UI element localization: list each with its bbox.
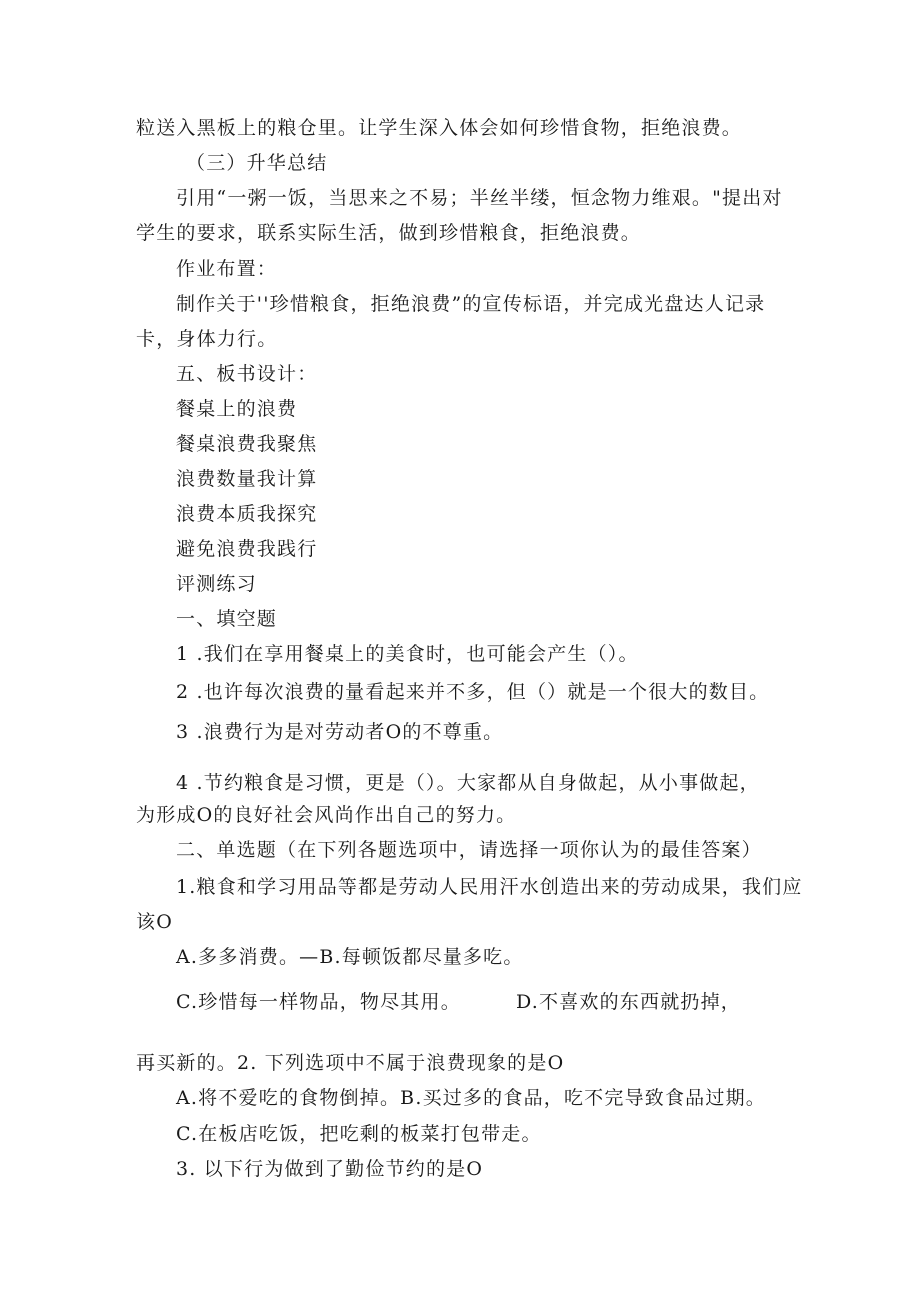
- option-line: C.珍惜每一样物品，物尽其用。: [176, 991, 461, 1013]
- paragraph-line: 制作关于''珍惜粮食，拒绝浪费”的宣传标语，并完成光盘达人记录: [176, 293, 766, 315]
- section-heading: 评测练习: [176, 573, 257, 595]
- question-line: 3. 以下行为做到了勤俭节约的是O: [176, 1158, 484, 1180]
- board-item: 避免浪费我践行: [176, 538, 318, 560]
- question-line: 再买新的。2. 下列选项中不属于浪费现象的是O: [136, 1052, 565, 1074]
- question-line: 为形成O的良好社会风尚作出自己的努力。: [136, 804, 517, 826]
- option-line: A.将不爱吃的食物倒掉。B.买过多的食品，吃不完导致食品过期。: [176, 1087, 766, 1109]
- question-line: 1.粮食和学习用品等都是劳动人民用汗水创造出来的劳动成果，我们应: [176, 876, 803, 898]
- board-item: 餐桌上的浪费: [176, 398, 298, 420]
- option-line: D.不喜欢的东西就扔掉，: [516, 991, 741, 1013]
- question-line: 2 .也许每次浪费的量看起来并不多，但（）就是一个很大的数目。: [176, 681, 770, 703]
- board-item: 餐桌浪费我聚焦: [176, 433, 318, 455]
- option-line: A.多多消费。—B.每顿饭都尽量多吃。: [176, 946, 524, 968]
- question-line: 4 .节约粮食是习惯，更是（）。大家都从自身做起，从小事做起，: [176, 772, 760, 794]
- section-heading: 五、板书设计：: [176, 363, 318, 385]
- paragraph-line: 引用“一粥一饭，当思来之不易；半丝半缕，恒念物力维艰。"提出对: [176, 187, 783, 209]
- question-line: 该O: [136, 911, 173, 933]
- board-item: 浪费本质我探究: [176, 503, 318, 525]
- section-heading: 一、填空题: [176, 608, 278, 630]
- question-line: 1 .我们在享用餐桌上的美食时，也可能会产生（）。: [176, 643, 639, 665]
- question-line: 3 .浪费行为是对劳动者O的不尊重。: [176, 721, 504, 743]
- section-heading: 二、单选题（在下列各题选项中，请选择一项你认为的最佳答案）: [176, 839, 762, 861]
- section-heading: 作业布置：: [176, 258, 278, 280]
- paragraph-line: 学生的要求，联系实际生活，做到珍惜粮食，拒绝浪费。: [136, 222, 642, 244]
- option-line: C.在板店吃饭，把吃剩的板菜打包带走。: [176, 1123, 542, 1145]
- section-heading: （三）升华总结: [186, 152, 328, 174]
- paragraph-line: 卡，身体力行。: [136, 328, 278, 350]
- paragraph-line: 粒送入黑板上的粮仓里。让学生深入体会如何珍惜食物，拒绝浪费。: [136, 117, 743, 139]
- board-item: 浪费数量我计算: [176, 468, 318, 490]
